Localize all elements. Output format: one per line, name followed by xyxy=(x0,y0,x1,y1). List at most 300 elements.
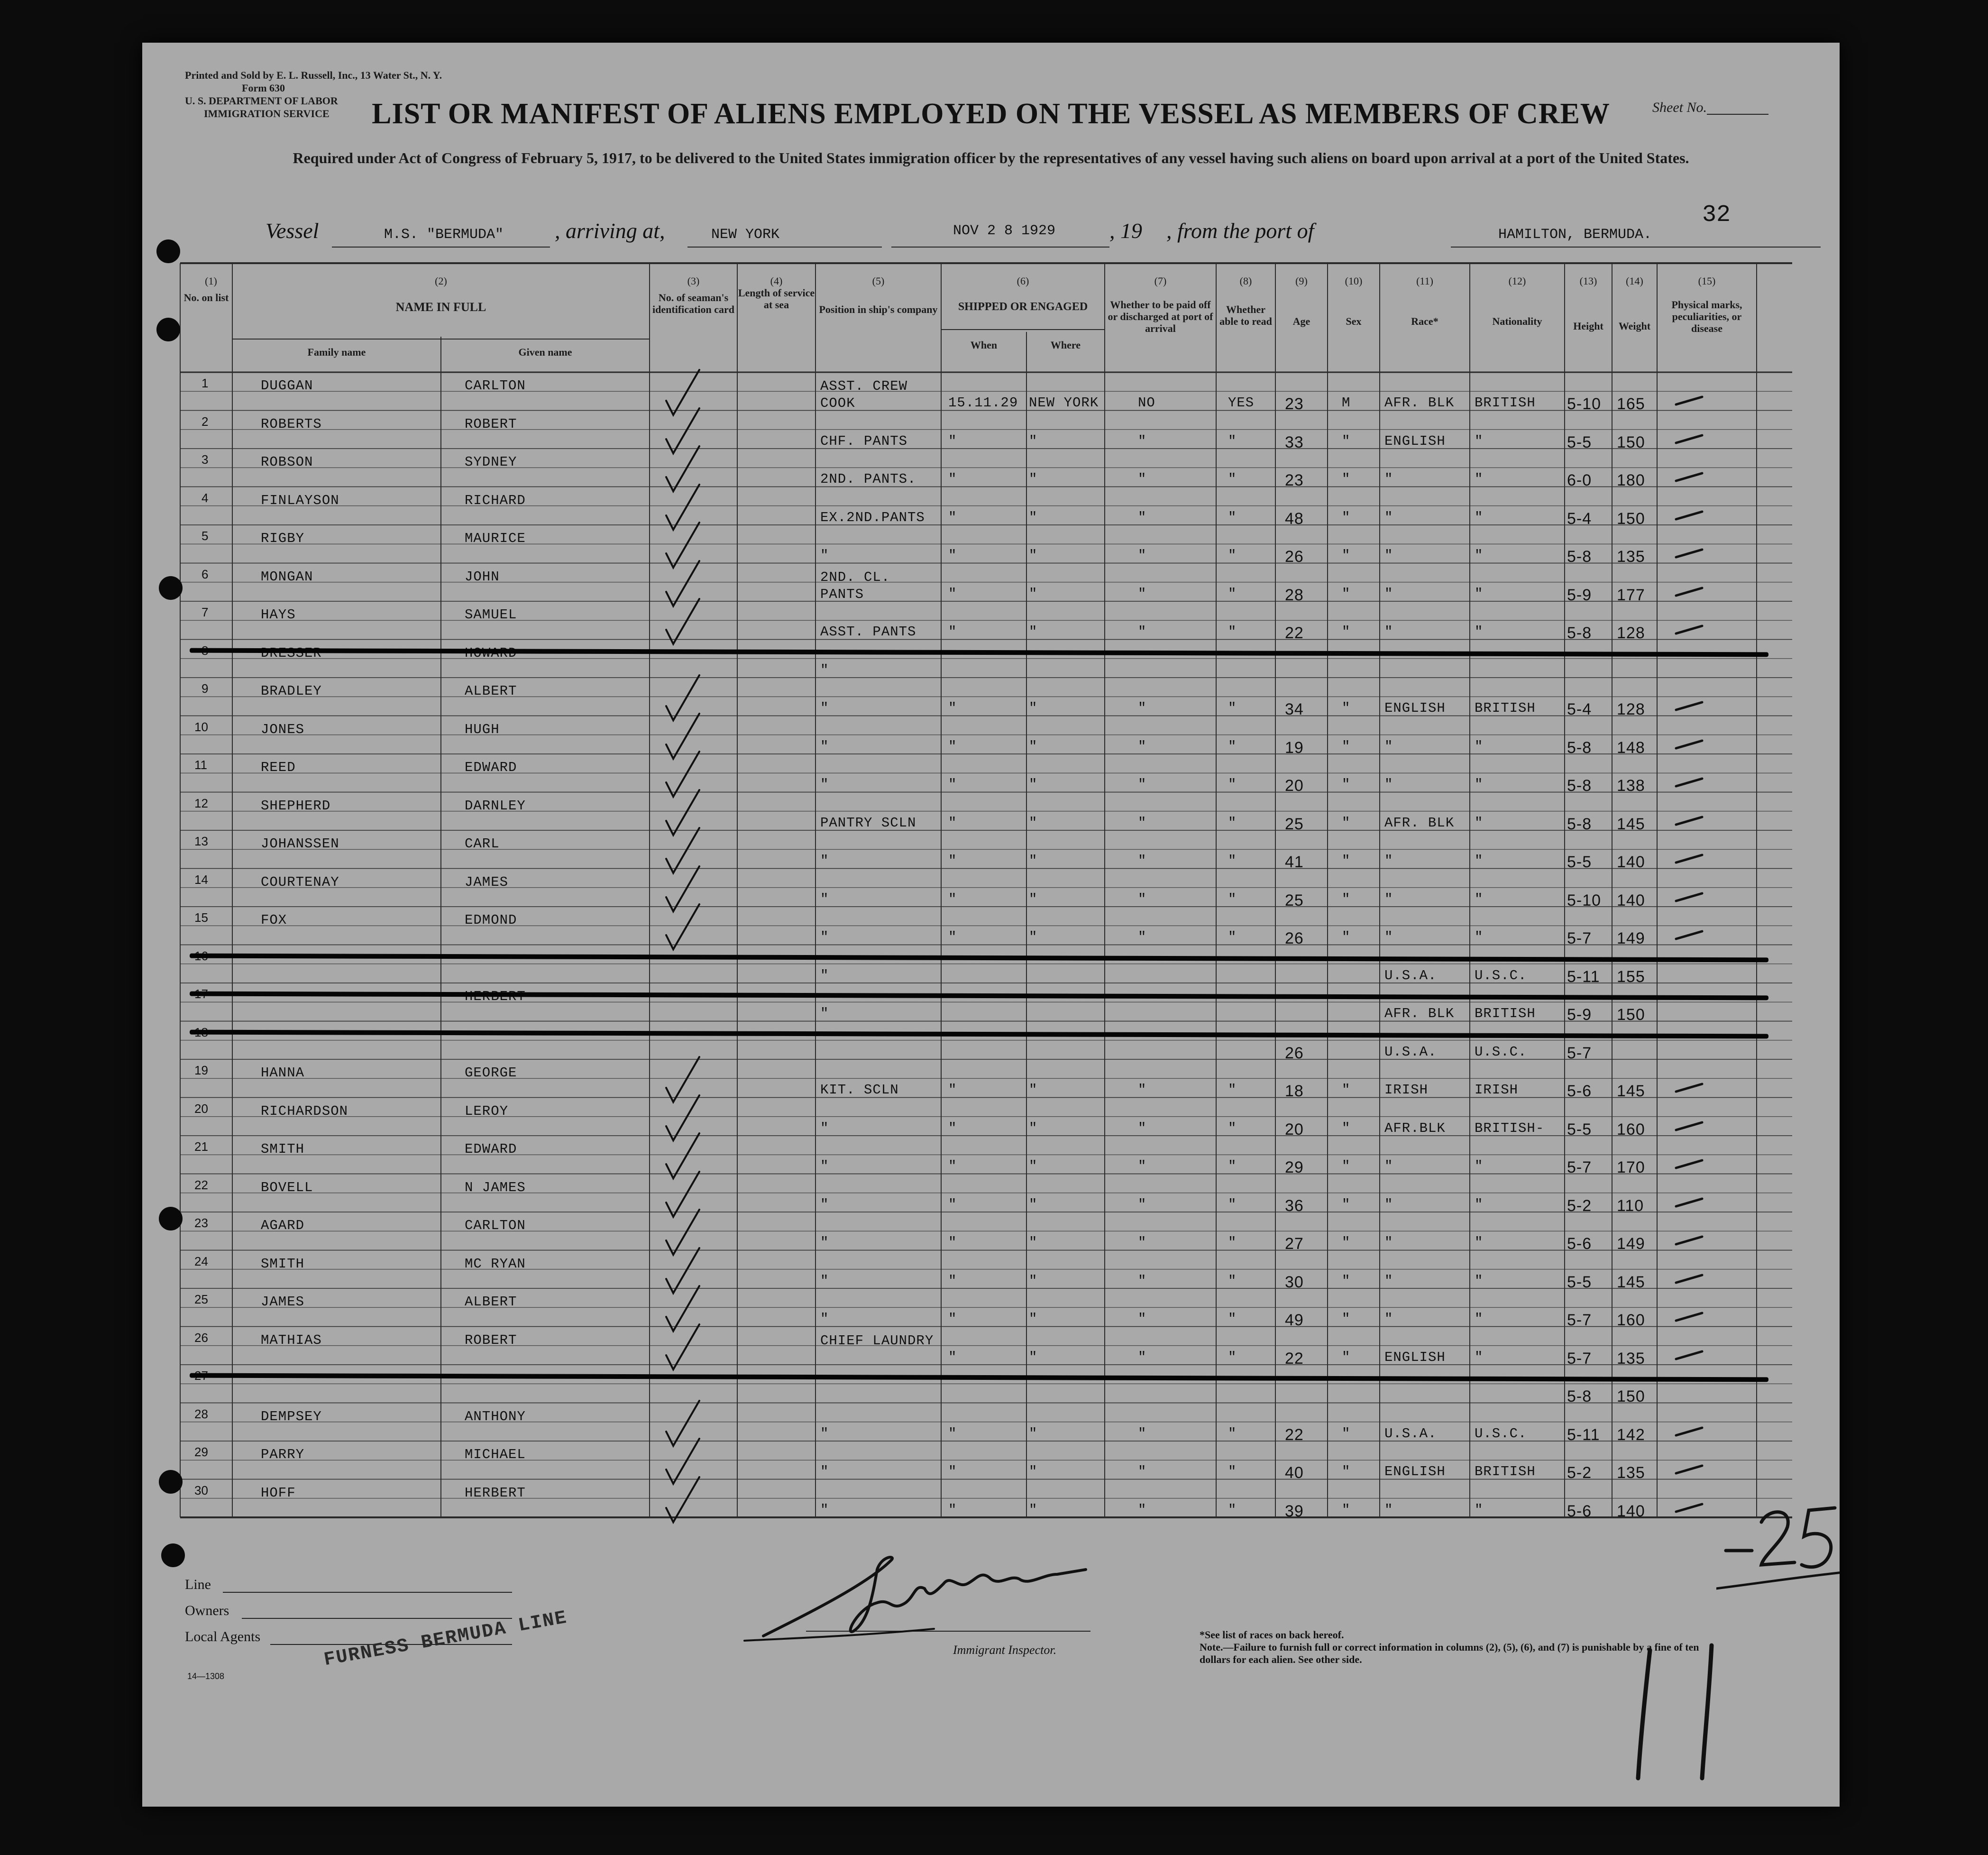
race-cell: " xyxy=(1384,1196,1393,1212)
nationality-cell: BRITISH xyxy=(1475,700,1536,716)
age-cell: 49 xyxy=(1285,1311,1304,1329)
when-cell: " xyxy=(948,1311,957,1327)
paid-cell: " xyxy=(1138,1196,1147,1212)
row-number: 6 xyxy=(202,567,209,581)
header-family-name: Family name xyxy=(307,346,366,358)
given-name: JOHN xyxy=(465,569,500,585)
position: " xyxy=(820,1464,829,1479)
height-cell: 5-10 xyxy=(1567,395,1602,413)
height-cell: 5-5 xyxy=(1567,1120,1592,1139)
race-cell: " xyxy=(1384,548,1393,563)
when-cell: " xyxy=(948,548,957,563)
weight-cell: 135 xyxy=(1617,1349,1645,1368)
nationality-cell: " xyxy=(1475,1502,1484,1518)
age-cell: 28 xyxy=(1285,586,1304,604)
race-cell: " xyxy=(1384,853,1393,869)
race-cell: ENGLISH xyxy=(1384,1464,1446,1479)
position: CHF. PANTS xyxy=(820,433,908,449)
where-cell: " xyxy=(1029,891,1038,907)
sex-cell: " xyxy=(1342,1082,1351,1098)
row-number: 5 xyxy=(202,529,209,543)
row-number: 22 xyxy=(194,1177,208,1192)
when-cell: " xyxy=(948,471,957,487)
height-cell: 5-5 xyxy=(1567,1273,1592,1291)
vessel-label: Vessel xyxy=(266,219,319,243)
position: ASST. CREW COOK xyxy=(820,378,908,411)
read-cell: " xyxy=(1228,777,1237,792)
given-name: CARLTON xyxy=(465,1218,526,1233)
paid-cell: " xyxy=(1138,1349,1147,1365)
where-cell: " xyxy=(1029,1349,1038,1365)
header-weight: Weight xyxy=(1618,320,1651,332)
header-position: Position in ship's company xyxy=(819,303,938,315)
height-cell: 5-6 xyxy=(1567,1082,1592,1100)
col-number: (7) xyxy=(1154,275,1167,287)
age-cell: 26 xyxy=(1285,548,1304,566)
when-cell: " xyxy=(948,1158,957,1174)
read-cell: " xyxy=(1228,1082,1237,1098)
age-cell: 18 xyxy=(1285,1082,1304,1100)
paid-cell: " xyxy=(1138,1235,1147,1250)
nationality-cell: " xyxy=(1475,1196,1484,1212)
sex-cell: " xyxy=(1342,433,1351,449)
position: KIT. SCLN xyxy=(820,1082,899,1098)
given-name: ROBERT xyxy=(465,1332,517,1348)
weight-cell: 149 xyxy=(1617,929,1645,947)
col-number: (15) xyxy=(1698,275,1716,287)
from-port-label: , from the port of xyxy=(1166,219,1314,243)
position: EX.2ND.PANTS xyxy=(820,509,925,525)
read-cell: " xyxy=(1228,548,1237,563)
given-name: MAURICE xyxy=(465,531,526,546)
height-cell: 5-11 xyxy=(1567,1425,1600,1444)
weight-cell: 128 xyxy=(1617,700,1645,718)
header-age: Age xyxy=(1292,315,1310,327)
sex-cell: " xyxy=(1342,624,1351,640)
read-cell: YES xyxy=(1228,395,1255,411)
binder-hole xyxy=(159,576,183,600)
nationality-cell: " xyxy=(1475,509,1484,525)
weight-cell: 142 xyxy=(1617,1425,1645,1444)
sex-cell: " xyxy=(1342,1464,1351,1479)
when-cell: " xyxy=(948,586,957,602)
header-when: When xyxy=(970,339,998,351)
when-cell: " xyxy=(948,929,957,945)
row-number: 24 xyxy=(194,1254,208,1268)
when-cell: " xyxy=(948,1120,957,1136)
sex-cell: " xyxy=(1342,891,1351,907)
given-name: ROBERT xyxy=(465,416,517,432)
read-cell: " xyxy=(1228,929,1237,945)
binder-hole xyxy=(159,1470,183,1494)
sex-cell: " xyxy=(1342,1235,1351,1250)
read-cell: " xyxy=(1228,1196,1237,1212)
where-cell: " xyxy=(1029,1158,1038,1174)
height-cell: 5-11 xyxy=(1567,967,1600,986)
height-cell: 5-4 xyxy=(1567,700,1592,718)
printer-line: Printed and Sold by E. L. Russell, Inc., 13 Water St., N. Y. xyxy=(185,69,442,81)
where-cell: " xyxy=(1029,624,1038,640)
weight-cell: 140 xyxy=(1617,1502,1645,1520)
read-cell: " xyxy=(1228,853,1237,869)
row-number: 14 xyxy=(194,872,208,887)
handwritten-total xyxy=(1716,1489,1840,1603)
sex-cell: " xyxy=(1342,700,1351,716)
row-number: 19 xyxy=(194,1063,208,1077)
printer-line: U. S. DEPARTMENT OF LABOR xyxy=(185,95,338,107)
family-name: FOX xyxy=(261,912,287,928)
header-physical-marks: Physical marks, peculiarities, or disease xyxy=(1671,299,1742,334)
given-name: HUGH xyxy=(465,721,500,737)
height-cell: 5-7 xyxy=(1567,1311,1592,1329)
nationality-cell: U.S.C. xyxy=(1475,1044,1527,1060)
race-cell: " xyxy=(1384,509,1393,525)
age-cell: 33 xyxy=(1285,433,1304,451)
paid-cell: " xyxy=(1138,777,1147,792)
race-cell: " xyxy=(1384,586,1393,602)
family-name: MATHIAS xyxy=(261,1332,322,1348)
read-cell: " xyxy=(1228,1425,1237,1442)
sex-cell: " xyxy=(1342,509,1351,525)
weight-cell: 177 xyxy=(1617,586,1645,604)
printer-line: Form 630 xyxy=(242,82,285,94)
given-name: MC RYAN xyxy=(465,1256,526,1272)
nationality-cell: U.S.C. xyxy=(1475,967,1527,983)
paid-cell: " xyxy=(1138,738,1147,754)
family-name: SMITH xyxy=(261,1256,305,1272)
where-cell: " xyxy=(1029,1425,1038,1442)
nationality-cell: " xyxy=(1475,586,1484,602)
paid-cell: " xyxy=(1138,471,1147,487)
age-cell: 40 xyxy=(1285,1464,1304,1482)
read-cell: " xyxy=(1228,700,1237,716)
paid-cell: " xyxy=(1138,509,1147,525)
binder-hole xyxy=(159,1207,183,1231)
given-name: JAMES xyxy=(465,874,509,890)
where-cell: " xyxy=(1029,1120,1038,1136)
age-cell: 22 xyxy=(1285,1425,1304,1444)
row-number: 30 xyxy=(194,1483,208,1497)
row-number: 23 xyxy=(194,1216,208,1230)
family-name: HANNA xyxy=(261,1065,305,1081)
header-where: Where xyxy=(1050,339,1081,351)
sex-cell: " xyxy=(1342,1425,1351,1442)
paid-cell: " xyxy=(1138,853,1147,869)
position: CHIEF LAUNDRY xyxy=(820,1332,934,1349)
col-number: (4) xyxy=(770,275,783,287)
manifest-page xyxy=(142,43,1840,1807)
age-cell: 39 xyxy=(1285,1502,1304,1520)
year-label: , 19 xyxy=(1109,219,1142,243)
nationality-cell: " xyxy=(1475,1311,1484,1327)
paid-cell: " xyxy=(1138,1311,1147,1327)
paid-cell: " xyxy=(1138,624,1147,640)
page-number: 32 xyxy=(1702,202,1731,229)
position: " xyxy=(820,891,829,907)
race-cell: U.S.A. xyxy=(1384,967,1437,983)
read-cell: " xyxy=(1228,1158,1237,1174)
when-cell: " xyxy=(948,891,957,907)
col-number: (12) xyxy=(1508,275,1526,287)
read-cell: " xyxy=(1228,815,1237,831)
weight-cell: 128 xyxy=(1617,624,1645,642)
row-number: 26 xyxy=(194,1330,208,1345)
when-cell: " xyxy=(948,433,957,449)
row-number: 25 xyxy=(194,1292,208,1306)
page-title: LIST OR MANIFEST OF ALIENS EMPLOYED ON THE VESSEL AS MEMBERS OF CREW xyxy=(372,98,1610,130)
paid-cell: " xyxy=(1138,1425,1147,1442)
nationality-cell: IRISH xyxy=(1475,1082,1519,1098)
race-cell: U.S.A. xyxy=(1384,1425,1437,1442)
age-cell: 36 xyxy=(1285,1196,1304,1215)
given-name: ANTHONY xyxy=(465,1408,526,1424)
when-cell: " xyxy=(948,1235,957,1250)
height-cell: 5-10 xyxy=(1567,891,1602,909)
sex-cell: " xyxy=(1342,777,1351,792)
col-number: (10) xyxy=(1345,275,1363,287)
height-cell: 5-5 xyxy=(1567,853,1592,871)
read-cell: " xyxy=(1228,433,1237,449)
race-cell: ENGLISH xyxy=(1384,433,1446,449)
race-cell: " xyxy=(1384,1235,1393,1250)
nationality-cell: BRITISH xyxy=(1475,395,1536,411)
position: " xyxy=(820,1502,829,1518)
row-number: 9 xyxy=(202,681,209,696)
when-cell: " xyxy=(948,1196,957,1212)
weight-cell: 140 xyxy=(1617,891,1645,909)
read-cell: " xyxy=(1228,586,1237,602)
read-cell: " xyxy=(1228,1349,1237,1365)
position: " xyxy=(820,662,829,678)
weight-cell: 138 xyxy=(1617,777,1645,795)
where-cell: " xyxy=(1029,815,1038,831)
weight-cell: 155 xyxy=(1617,967,1645,986)
given-name: EDMOND xyxy=(465,912,517,928)
local-agents-label: Local Agents xyxy=(185,1629,261,1644)
where-cell: " xyxy=(1029,586,1038,602)
position: " xyxy=(820,1120,829,1136)
position: " xyxy=(820,1006,829,1021)
paid-cell: " xyxy=(1138,586,1147,602)
row-number: 3 xyxy=(202,452,209,467)
header-no-on-list: No. on list xyxy=(183,292,229,303)
height-cell: 5-5 xyxy=(1567,433,1592,451)
given-name: ALBERT xyxy=(465,683,517,699)
where-cell: " xyxy=(1029,777,1038,792)
where-cell: " xyxy=(1029,853,1038,869)
footnote-note: Note.—Failure to furnish full or correct information in columns (2), (5), (6), and (7) is punishable by a fine of ten dollars for each alien. See other side. xyxy=(1200,1641,1699,1665)
row-number: 2 xyxy=(202,414,209,429)
where-cell: " xyxy=(1029,929,1038,945)
header-able-read: Whether able to read xyxy=(1219,303,1272,327)
read-cell: " xyxy=(1228,624,1237,640)
weight-cell: 150 xyxy=(1617,509,1645,528)
race-cell: ENGLISH xyxy=(1384,700,1446,716)
nationality-cell: " xyxy=(1475,738,1484,754)
sex-cell: " xyxy=(1342,1311,1351,1327)
row-number: 4 xyxy=(202,490,209,505)
weight-cell: 135 xyxy=(1617,1464,1645,1482)
row-number: 1 xyxy=(202,376,209,390)
row-number: 29 xyxy=(194,1445,208,1459)
age-cell: 19 xyxy=(1285,738,1304,757)
weight-cell: 145 xyxy=(1617,1082,1645,1100)
binder-hole xyxy=(161,1543,185,1567)
age-cell: 20 xyxy=(1285,1120,1304,1139)
age-cell: 27 xyxy=(1285,1235,1304,1253)
header-name-in-full: NAME IN FULL xyxy=(395,300,486,314)
when-cell: " xyxy=(948,700,957,716)
family-name: DEMPSEY xyxy=(261,1408,322,1424)
read-cell: " xyxy=(1228,471,1237,487)
line-label: Line xyxy=(185,1577,211,1592)
where-cell: " xyxy=(1029,1311,1038,1327)
family-name: SMITH xyxy=(261,1141,305,1157)
race-cell: " xyxy=(1384,1502,1393,1518)
family-name: HAYS xyxy=(261,607,296,623)
where-cell: NEW YORK xyxy=(1029,395,1099,411)
race-cell: " xyxy=(1384,471,1393,487)
age-cell: 29 xyxy=(1285,1158,1304,1176)
where-cell: " xyxy=(1029,509,1038,525)
vessel-name: M.S. "BERMUDA" xyxy=(384,227,504,243)
when-cell: " xyxy=(948,777,957,792)
height-cell: 5-6 xyxy=(1567,1502,1592,1520)
age-cell: 22 xyxy=(1285,1349,1304,1368)
position: " xyxy=(820,700,829,716)
position: " xyxy=(820,1158,829,1174)
sex-cell: " xyxy=(1342,1349,1351,1365)
weight-cell: 170 xyxy=(1617,1158,1645,1176)
when-cell: " xyxy=(948,1082,957,1098)
paid-cell: NO xyxy=(1138,395,1155,411)
position: " xyxy=(820,777,829,792)
paid-cell: " xyxy=(1138,1502,1147,1518)
race-cell: IRISH xyxy=(1384,1082,1429,1098)
sex-cell: " xyxy=(1342,853,1351,869)
header-race: Race* xyxy=(1411,315,1438,327)
from-port: HAMILTON, BERMUDA. xyxy=(1498,227,1652,243)
height-cell: 5-4 xyxy=(1567,509,1592,528)
where-cell: " xyxy=(1029,1502,1038,1518)
sex-cell: " xyxy=(1342,738,1351,754)
row-number: 12 xyxy=(194,796,208,810)
race-cell: AFR. BLK xyxy=(1384,395,1455,411)
age-cell: 25 xyxy=(1285,891,1304,909)
sex-cell: " xyxy=(1342,1196,1351,1212)
family-name: JAMES xyxy=(261,1294,305,1310)
nationality-cell: U.S.C. xyxy=(1475,1425,1527,1442)
race-cell: ENGLISH xyxy=(1384,1349,1446,1365)
weight-cell: 160 xyxy=(1617,1120,1645,1139)
family-name: ROBERTS xyxy=(261,416,322,432)
given-name: MICHAEL xyxy=(465,1447,526,1462)
height-cell: 5-9 xyxy=(1567,1006,1592,1024)
read-cell: " xyxy=(1228,509,1237,525)
footnote-races: *See list of races on back hereof. xyxy=(1200,1629,1344,1641)
paid-cell: " xyxy=(1138,1082,1147,1098)
sex-cell: " xyxy=(1342,471,1351,487)
given-name: N JAMES xyxy=(465,1179,526,1195)
nationality-cell: BRITISH xyxy=(1475,1464,1536,1479)
position: " xyxy=(820,738,829,754)
when-cell: " xyxy=(948,624,957,640)
weight-cell: 110 xyxy=(1617,1196,1644,1215)
family-name: FINLAYSON xyxy=(261,492,339,508)
read-cell: " xyxy=(1228,738,1237,754)
given-name: EDWARD xyxy=(465,1141,517,1157)
position: 2ND. CL. PANTS xyxy=(820,569,890,602)
nationality-cell: " xyxy=(1475,624,1484,640)
sex-cell: " xyxy=(1342,815,1351,831)
family-name: REED xyxy=(261,760,296,775)
weight-cell: 150 xyxy=(1617,433,1645,451)
height-cell: 5-9 xyxy=(1567,586,1592,604)
where-cell: " xyxy=(1029,548,1038,563)
nationality-cell: " xyxy=(1475,1158,1484,1174)
family-name: HOFF xyxy=(261,1485,296,1501)
nationality-cell: " xyxy=(1475,1273,1484,1289)
row-number: 13 xyxy=(194,834,208,848)
when-cell: " xyxy=(948,815,957,831)
paid-cell: " xyxy=(1138,700,1147,716)
paid-cell: " xyxy=(1138,1158,1147,1174)
when-cell: " xyxy=(948,1273,957,1289)
weight-cell: 150 xyxy=(1617,1387,1645,1405)
paid-cell: " xyxy=(1138,1120,1147,1136)
printer-line: IMMIGRATION SERVICE xyxy=(204,108,330,119)
given-name: RICHARD xyxy=(465,492,526,508)
race-cell: " xyxy=(1384,738,1393,754)
height-cell: 6-0 xyxy=(1567,471,1592,489)
paid-cell: " xyxy=(1138,548,1147,563)
owners-label: Owners xyxy=(185,1603,229,1618)
paid-cell: " xyxy=(1138,1464,1147,1479)
when-cell: " xyxy=(948,509,957,525)
position: " xyxy=(820,1273,829,1289)
height-cell: 5-8 xyxy=(1567,815,1592,833)
col-number: (8) xyxy=(1239,275,1252,287)
given-name: SAMUEL xyxy=(465,607,517,623)
height-cell: 5-8 xyxy=(1567,738,1592,757)
weight-cell: 149 xyxy=(1617,1235,1645,1253)
age-cell: 48 xyxy=(1285,509,1304,528)
when-cell: " xyxy=(948,1425,957,1442)
weight-cell: 165 xyxy=(1617,395,1645,413)
age-cell: 26 xyxy=(1285,1044,1304,1062)
family-name: JOHANSSEN xyxy=(261,836,339,852)
given-name: CARL xyxy=(465,836,500,852)
where-cell: " xyxy=(1029,1273,1038,1289)
race-cell: AFR. BLK xyxy=(1384,815,1455,831)
family-name: PARRY xyxy=(261,1447,305,1462)
read-cell: " xyxy=(1228,1235,1237,1250)
height-cell: 5-7 xyxy=(1567,929,1592,947)
when-cell: " xyxy=(948,1502,957,1518)
when-cell: " xyxy=(948,1464,957,1479)
position: " xyxy=(820,967,829,983)
header-sex: Sex xyxy=(1346,315,1362,327)
family-name: MONGAN xyxy=(261,569,313,585)
given-name: HERBERT xyxy=(465,1485,526,1501)
given-name: ALBERT xyxy=(465,1294,517,1310)
page-subtitle: Required under Act of Congress of February 5, 1917, to be delivered to the United States immigration officer by the representatives of any vessel having such aliens on board upon arrival at a port of the United States. xyxy=(293,149,1689,166)
nationality-cell: " xyxy=(1475,777,1484,792)
paid-cell: " xyxy=(1138,1273,1147,1289)
family-name: BRADLEY xyxy=(261,683,322,699)
where-cell: " xyxy=(1029,1082,1038,1098)
age-cell: 26 xyxy=(1285,929,1304,947)
